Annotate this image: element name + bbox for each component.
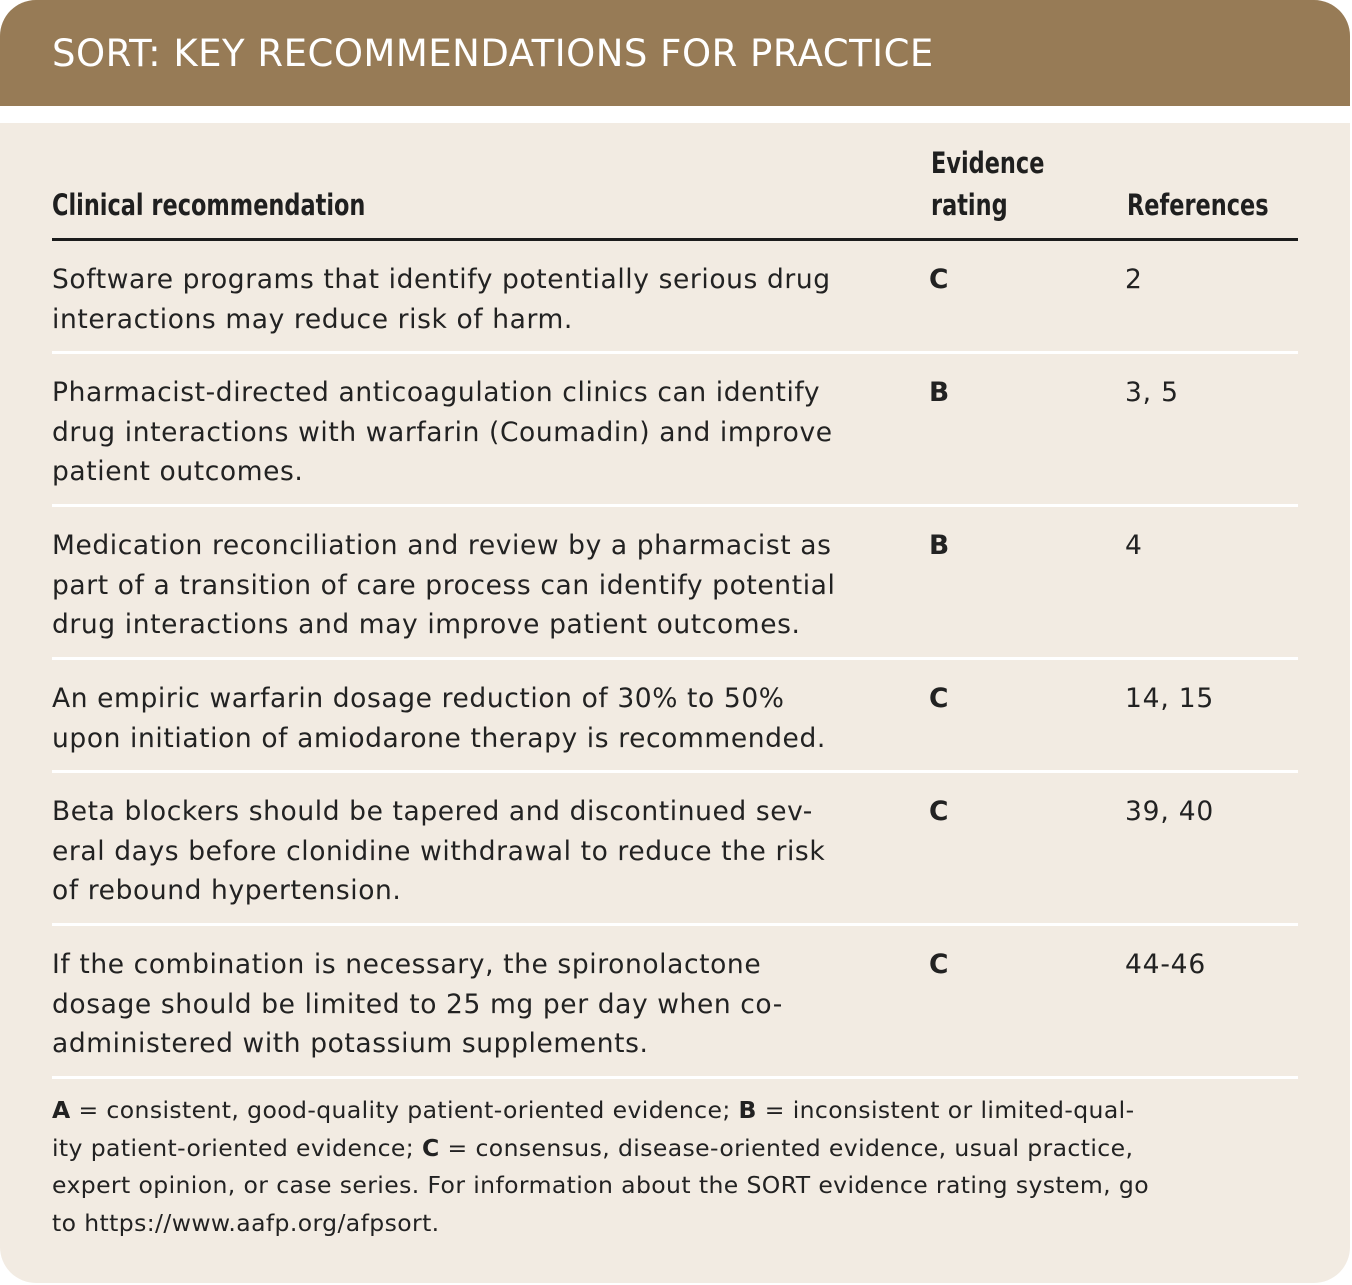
- recommendation-text: Medication reconciliation and review by a pharmacist as part of a transition of care process can identify potential drug interactions and may improve patient outcomes.: [52, 530, 836, 641]
- recommendation-text: Software programs that identify potentially serious drug interactions may reduce risk of harm.: [52, 264, 831, 335]
- legend-a-text: = consistent, good-quality patient-oriented evidence;: [70, 1096, 739, 1124]
- references-cell: 4: [1125, 530, 1143, 561]
- title-bar: [0, 0, 1350, 106]
- evidence-rating: B: [929, 377, 950, 408]
- references-cell: 39, 40: [1125, 796, 1215, 827]
- header-references: References: [1127, 188, 1269, 222]
- legend-a-letter: A: [52, 1096, 71, 1124]
- page-title: SORT: KEY RECOMMENDATIONS FOR PRACTICE: [52, 31, 934, 75]
- evidence-rating: C: [929, 949, 949, 980]
- evidence-legend: [52, 1092, 1300, 1242]
- table-row: [52, 241, 1298, 354]
- recommendation-text: An empiric warfarin dosage reduction of 30% to 50% upon initiation of amiodarone therapy is recommended.: [52, 683, 826, 754]
- recommendations-table: [0, 123, 1350, 1079]
- table-row: [52, 354, 1298, 507]
- recommendation-text: If the combination is necessary, the spironolactone dosage should be limited to 25 mg per day when co- administered with potassium supplements.: [52, 949, 783, 1060]
- references-cell: 14, 15: [1125, 683, 1215, 714]
- header-evidence-rating: Evidence rating: [931, 146, 1045, 222]
- references-cell: 3, 5: [1125, 377, 1179, 408]
- recommendation-text: Beta blockers should be tapered and discontinued sev- eral days before clonidine withdrawal to reduce the risk of rebound hypertension.: [52, 796, 826, 907]
- evidence-rating: B: [929, 530, 950, 561]
- header-recommendation: Clinical recommendation: [52, 188, 366, 222]
- legend-b-text: = inconsistent or limited-qual- ity patient-oriented evidence;: [52, 1096, 1135, 1162]
- evidence-rating: C: [929, 683, 949, 714]
- table-row: [52, 773, 1298, 926]
- references-cell: 2: [1125, 264, 1143, 295]
- evidence-rating: C: [929, 796, 949, 827]
- table-row: [52, 660, 1298, 773]
- table-row: [52, 926, 1298, 1079]
- evidence-rating: C: [929, 264, 949, 295]
- legend-b-letter: B: [738, 1096, 757, 1124]
- references-cell: 44-46: [1125, 949, 1207, 980]
- legend-c-letter: C: [421, 1133, 440, 1162]
- recommendation-text: Pharmacist-directed anticoagulation clinics can identify drug interactions with warfarin (Coumadin) and improve patient outcomes.: [52, 377, 833, 488]
- title-gap: [0, 106, 1350, 123]
- table-row: [52, 507, 1298, 660]
- legend-c-text: = consensus, disease-oriented evidence, usual practice, expert opinion, or case series. For information about the SORT evidence rating system, go to https://www.aafp.org/afpsort.: [52, 1133, 1150, 1237]
- table-header: [52, 123, 1298, 241]
